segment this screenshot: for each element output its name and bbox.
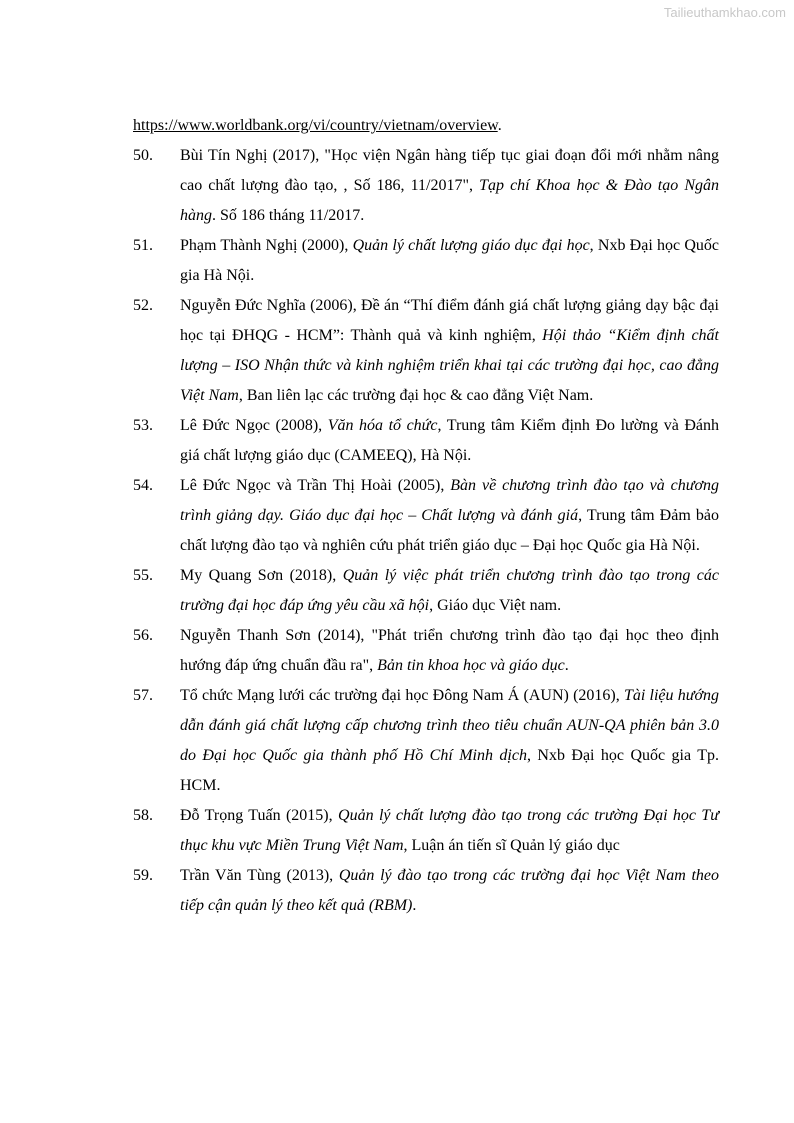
reference-number: 53.	[133, 417, 153, 434]
reference-title-italic: Quản lý chất lượng giáo dục đại học	[352, 237, 590, 254]
reference-item	[133, 471, 719, 561]
reference-list	[133, 141, 719, 921]
reference-number: 51.	[133, 237, 153, 254]
reference-title-italic: Quản lý việc phát triển chương trình đào tạo trong các trường đại học đáp ứng yêu cầu xã hội	[180, 567, 719, 614]
reference-item	[133, 291, 719, 411]
reference-text	[180, 411, 719, 471]
reference-text	[180, 861, 719, 921]
reference-text-part: . Số 186 tháng 11/2017.	[212, 207, 365, 224]
reference-text-part: Lê Đức Ngọc và Trần Thị Hoài (2005),	[180, 477, 451, 494]
reference-text	[180, 801, 719, 861]
reference-text-part: Nguyễn Thanh Sơn (2014), "Phát triển chương trình đào tạo đại học theo định hướng đáp ứng chuẩn đầu ra",	[180, 627, 719, 674]
reference-item	[133, 621, 719, 681]
reference-number: 57.	[133, 687, 153, 704]
reference-text-part: Lê Đức Ngọc (2008),	[180, 417, 328, 434]
reference-text-part: .	[412, 897, 417, 914]
reference-text-part: My Quang Sơn (2018),	[180, 567, 343, 584]
reference-text	[180, 561, 719, 621]
reference-title-italic: Bản tin khoa học và giáo dục	[377, 657, 565, 674]
reference-item	[133, 861, 719, 921]
reference-text-part: Nguyễn Đức Nghĩa (2006), Đề án “Thí điểm đánh giá chất lượng giảng dạy bậc đại học tại ĐHQG - HCM”: Thành quả và kinh nghiệm,	[180, 297, 719, 344]
watermark-text: Tailieuthamkhao.com	[663, 5, 786, 20]
reference-text-part: , Luận án tiến sĩ Quản lý giáo dục	[403, 837, 620, 854]
reference-title-italic: Tạp chí Khoa học & Đào tạo Ngân hàng	[180, 177, 719, 224]
reference-text-part: , Trung tâm Kiểm định Đo lường và Đánh giá chất lượng giáo dục (CAMEEQ), Hà Nội.	[180, 417, 719, 464]
reference-number: 54.	[133, 477, 153, 494]
reference-number: 52.	[133, 297, 153, 314]
reference-text-part: Bùi Tín Nghị (2017), "Học viện Ngân hàng tiếp tục giai đoạn đổi mới nhằm nâng cao chất lượng đào tạo, , Số 186, 11/2017",	[180, 147, 719, 194]
reference-title-italic: Quản lý đào tạo trong các trường đại học Việt Nam theo tiếp cận quản lý theo kết quả (RBM)	[180, 867, 719, 914]
reference-text-part: , Ban liên lạc các trường đại học & cao đẳng Việt Nam.	[238, 387, 594, 404]
continuation-tail: .	[497, 117, 502, 134]
reference-text	[180, 681, 719, 801]
reference-title-italic: Quản lý chất lượng đào tạo trong các trường Đại học Tư thục khu vực Miền Trung Việt Nam	[180, 807, 720, 854]
reference-list-page	[133, 111, 719, 921]
reference-title-italic: Văn hóa tổ chức	[327, 417, 438, 434]
reference-number: 55.	[133, 567, 153, 584]
reference-title-italic: Tài liệu hướng dẫn đánh giá chất lượng cấp chương trình theo tiêu chuẩn AUN-QA phiên bản 3.0 do Đại học Quốc gia thành phố Hồ Chí Minh dịch	[180, 687, 720, 764]
reference-title-italic: Bàn về chương trình đào tạo và chương trình giảng dạy. Giáo dục đại học – Chất lượng và đánh giá	[180, 477, 720, 524]
reference-number: 56.	[133, 627, 153, 644]
worldbank-link[interactable]: https://www.worldbank.org/vi/country/vietnam/overview	[133, 117, 498, 134]
reference-text	[180, 141, 719, 231]
reference-number: 59.	[133, 867, 153, 884]
reference-item	[133, 411, 719, 471]
reference-text	[180, 231, 719, 291]
reference-text-part: Trần Văn Tùng (2013),	[180, 867, 339, 884]
reference-item	[133, 561, 719, 621]
reference-text-part: Đỗ Trọng Tuấn (2015),	[180, 807, 339, 824]
reference-number: 58.	[133, 807, 153, 824]
reference-text	[180, 291, 719, 411]
reference-item	[133, 801, 719, 861]
reference-item	[133, 141, 719, 231]
reference-text-part: , Trung tâm Đảm bảo chất lượng đào tạo và nghiên cứu phát triển giáo dục – Đại học Quốc gia Hà Nội.	[180, 507, 719, 554]
reference-text-part: , Nxb Đại học Quốc gia Tp. HCM.	[180, 747, 720, 794]
reference-text-part: , Giáo dục Việt nam.	[429, 597, 562, 614]
reference-number: 50.	[133, 147, 153, 164]
reference-item	[133, 681, 719, 801]
reference-item	[133, 231, 719, 291]
reference-text-part: Tổ chức Mạng lưới các trường đại học Đông Nam Á (AUN) (2016),	[180, 687, 624, 704]
reference-text-part: Phạm Thành Nghị (2000),	[180, 237, 353, 254]
reference-text-part: , Nxb Đại học Quốc gia Hà Nội.	[180, 237, 720, 284]
reference-continuation	[133, 111, 719, 141]
reference-text	[180, 471, 719, 561]
reference-title-italic: Hội thảo “Kiểm định chất lượng – ISO Nhận thức và kinh nghiệm triển khai tại các trường đại học, cao đẳng Việt Nam	[180, 327, 719, 404]
reference-text	[180, 621, 719, 681]
reference-text-part: .	[564, 657, 569, 674]
